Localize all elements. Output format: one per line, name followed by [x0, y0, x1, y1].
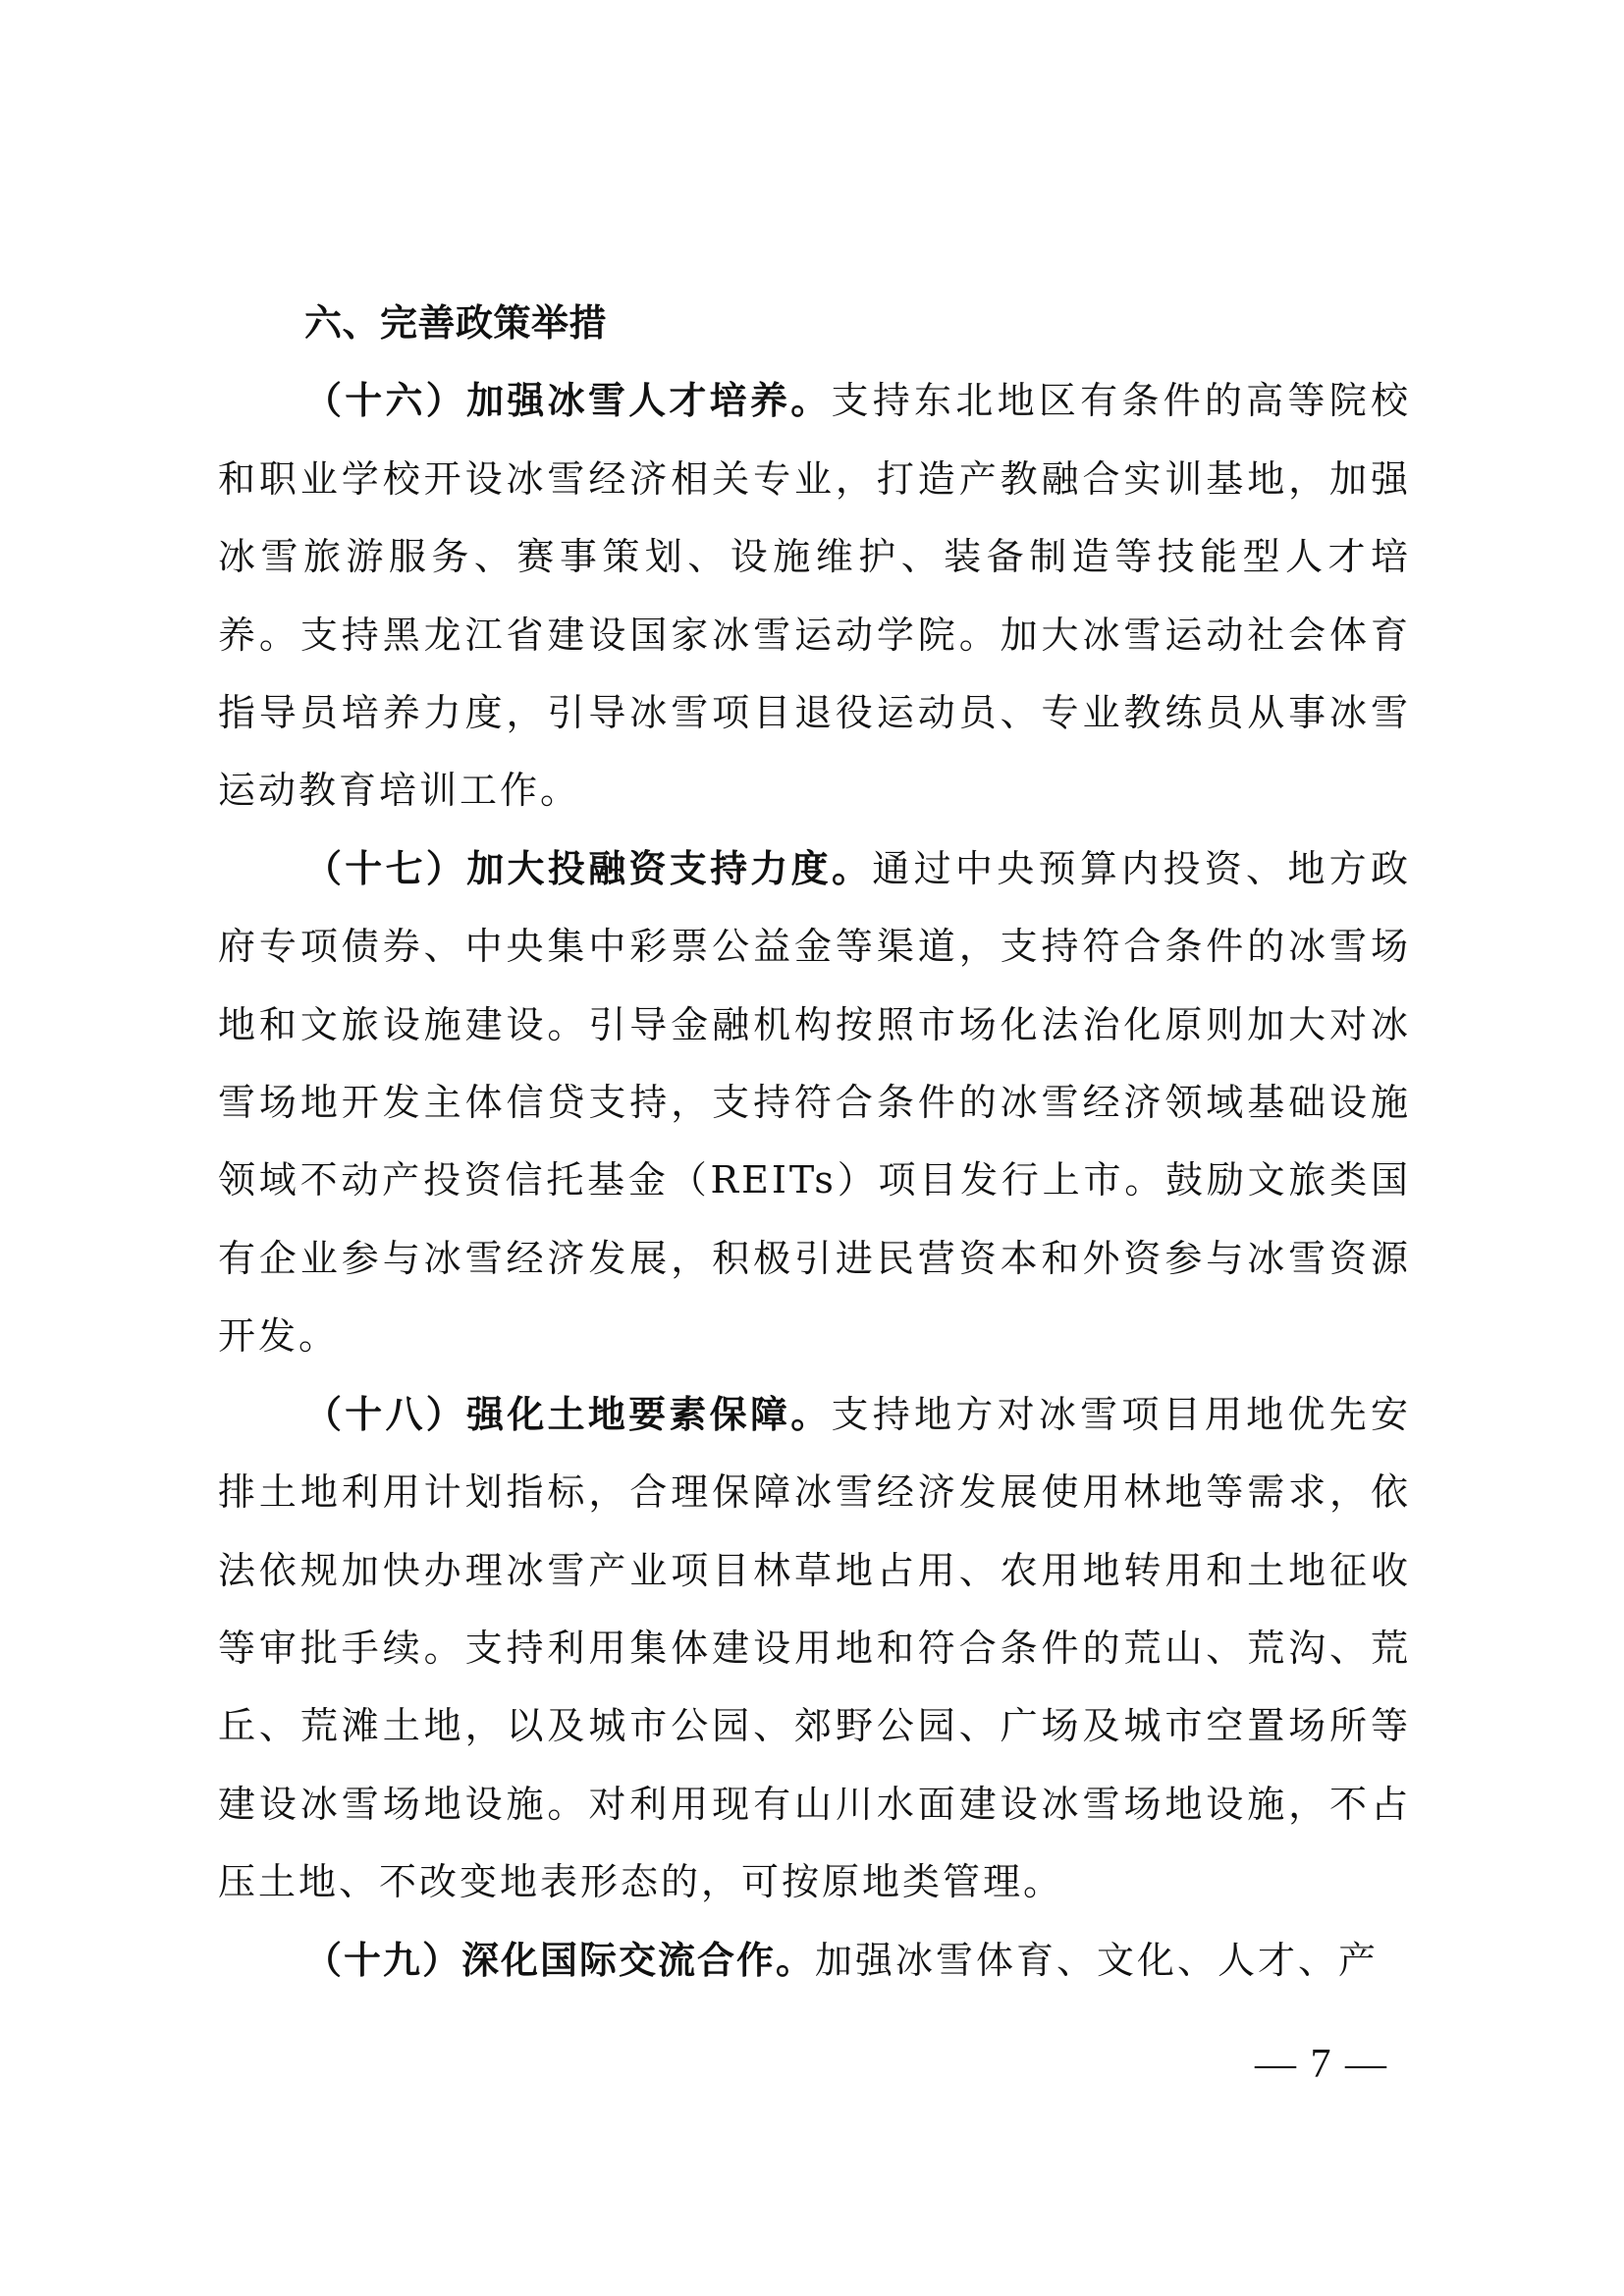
paragraph-17-lead: （十七）加大投融资支持力度。 [304, 846, 873, 890]
paragraph-18-lead: （十八）强化土地要素保障。 [304, 1392, 832, 1436]
section-heading: 六、完善政策举措 [304, 301, 608, 345]
paragraph-19 [218, 1922, 1411, 2000]
paragraph-16 [218, 362, 1411, 829]
paragraph-16-lead: （十六）加强冰雪人才培养。 [304, 379, 832, 423]
paragraph-17 [218, 830, 1411, 1376]
paragraph-17-body: 通过中央预算内投资、地方政府专项债券、中央集中彩票公益金等渠道，支持符合条件的冰雪场地和文旅设施建设。引导金融机构按照市场化法治化原则加大对冰雪场地开发主体信贷支持，支持符合条件的冰雪经济领域基础设施领域不动产投资信托基金（REITs）项目发行上市。鼓励文旅类国有企业参与冰雪经济发展，积极引进民营资本和外资参与冰雪资源开发。 [218, 846, 1411, 1359]
document-body [218, 285, 1411, 2000]
paragraph-19-body: 加强冰雪体育、文化、人才、产 [815, 1938, 1380, 1982]
page-number: — 7 — [1255, 2042, 1388, 2087]
paragraph-19-lead: （十九）深化国际交流合作。 [304, 1938, 816, 1982]
paragraph-18 [218, 1376, 1411, 1922]
paragraph-16-body: 支持东北地区有条件的高等院校和职业学校开设冰雪经济相关专业，打造产教融合实训基地，加强冰雪旅游服务、赛事策划、设施维护、装备制造等技能型人才培养。支持黑龙江省建设国家冰雪运动学院。加大冰雪运动社会体育指导员培养力度，引导冰雪项目退役运动员、专业教练员从事冰雪运动教育培训工作。 [218, 379, 1411, 813]
paragraph-18-body: 支持地方对冰雪项目用地优先安排土地利用计划指标，合理保障冰雪经济发展使用林地等需求，依法依规加快办理冰雪产业项目林草地占用、农用地转用和土地征收等审批手续。支持利用集体建设用地和符合条件的荒山、荒沟、荒丘、荒滩土地，以及城市公园、郊野公园、广场及城市空置场所等建设冰雪场地设施。对利用现有山川水面建设冰雪场地设施，不占压土地、不改变地表形态的，可按原地类管理。 [218, 1392, 1411, 1904]
